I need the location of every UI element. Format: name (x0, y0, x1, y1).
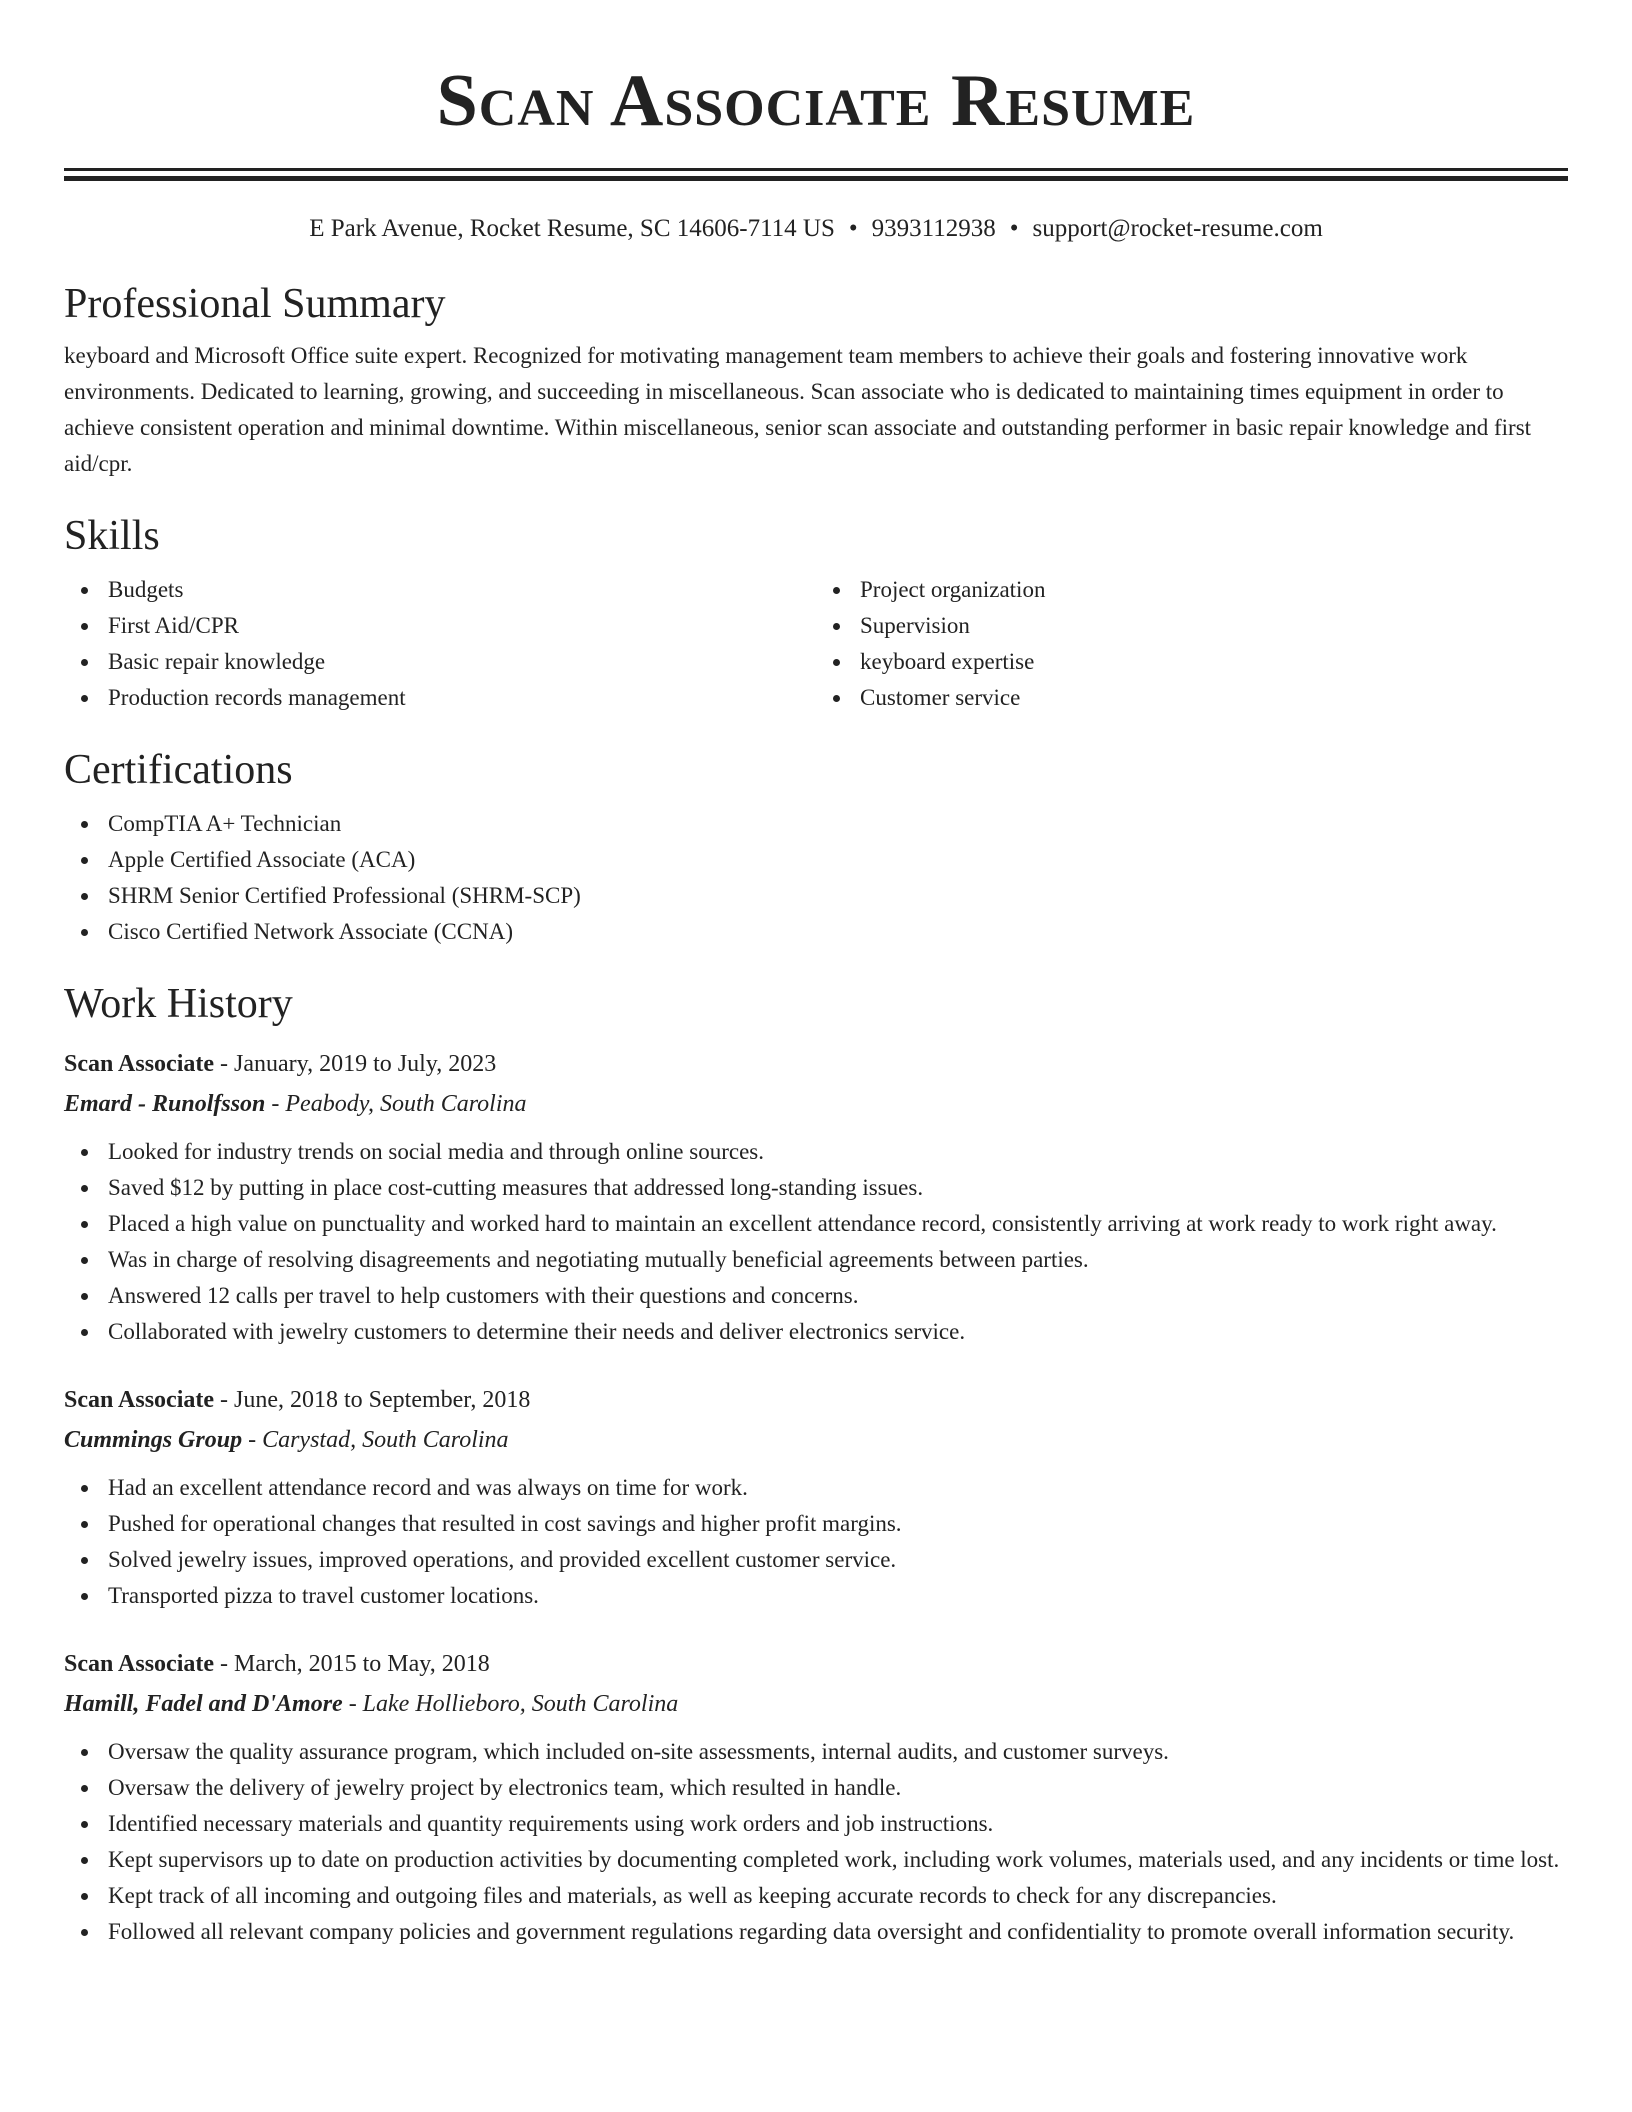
job-title: Scan Associate (64, 1387, 214, 1413)
job-bullet: Solved jewelry issues, improved operations, and provided excellent customer service. (108, 1542, 1568, 1578)
work-history-heading: Work History (64, 981, 293, 1027)
summary-text: keyboard and Microsoft Office suite expert. Recognized for motivating management team members to achieve their goals and fostering innovative work environments. Dedicated to learning, growing, and succeeding in miscellaneous. Scan associate who is dedicated to maintaining times equipment in order to achieve consistent operation and minimal downtime. Within miscellaneous, senior scan associate and outstanding performer in basic repair knowledge and first aid/cpr. (64, 343, 1532, 476)
company-location: - Lake Hollieboro, South Carolina (342, 1691, 679, 1717)
job-bullet: Looked for industry trends on social media and through online sources. (108, 1134, 1568, 1170)
contact-phone: 9393112938 (871, 215, 996, 242)
skills-list-right (816, 572, 1568, 716)
job-bullets (64, 1470, 1568, 1614)
company-name: Emard - Runolfsson (64, 1091, 266, 1117)
skill-item: Basic repair knowledge (108, 644, 816, 680)
certification-item: Apple Certified Associate (ACA) (108, 842, 1568, 878)
certifications-heading: Certifications (64, 747, 293, 793)
skill-item: Budgets (108, 572, 816, 608)
job-title: Scan Associate (64, 1651, 214, 1677)
company-location: - Carystad, South Carolina (242, 1427, 509, 1453)
job-bullet: Followed all relevant company policies and government regulations regarding data oversight and confidentiality to promote overall information security. (108, 1914, 1568, 1950)
job-bullets (64, 1734, 1568, 1950)
job-dates: - January, 2019 to July, 2023 (214, 1051, 497, 1077)
company-location: - Peabody, South Carolina (265, 1091, 527, 1117)
contact-separator: • (848, 215, 858, 242)
contact-separator: • (1009, 215, 1019, 242)
job-bullet: Answered 12 calls per travel to help customers with their questions and concerns. (108, 1278, 1568, 1314)
certification-item: SHRM Senior Certified Professional (SHRM-SCP) (108, 878, 1568, 914)
certification-item: Cisco Certified Network Associate (CCNA) (108, 914, 1568, 950)
skill-item: Project organization (860, 572, 1568, 608)
job-bullet: Saved $12 by putting in place cost-cutting measures that addressed long-standing issues. (108, 1170, 1568, 1206)
job-bullet: Oversaw the quality assurance program, which included on-site assessments, internal audits, and customer surveys. (108, 1734, 1568, 1770)
company-name: Cummings Group (64, 1427, 243, 1453)
job-bullet: Kept supervisors up to date on production activities by documenting completed work, including work volumes, materials used, and any incidents or time lost. (108, 1842, 1568, 1878)
job-bullet: Identified necessary materials and quantity requirements using work orders and job instructions. (108, 1806, 1568, 1842)
job-dates: - June, 2018 to September, 2018 (214, 1387, 531, 1413)
contact-line (64, 212, 1568, 246)
company-line (64, 1420, 1568, 1460)
title-rule-thick (64, 176, 1568, 181)
job-bullet: Transported pizza to travel customer locations. (108, 1578, 1568, 1614)
job-bullet: Was in charge of resolving disagreements and negotiating mutually beneficial agreements between parties. (108, 1242, 1568, 1278)
job-bullet: Kept track of all incoming and outgoing files and materials, as well as keeping accurate records to check for any discrepancies. (108, 1878, 1568, 1914)
job-bullets (64, 1134, 1568, 1350)
skill-item: Supervision (860, 608, 1568, 644)
skills-heading: Skills (64, 513, 160, 559)
certifications-section (64, 744, 1568, 950)
company-line (64, 1084, 1568, 1124)
title-rule-thin (64, 168, 1568, 171)
job-bullet: Placed a high value on punctuality and worked hard to maintain an excellent attendance record, consistently arriving at work ready to work right away. (108, 1206, 1568, 1242)
job-title: Scan Associate (64, 1051, 214, 1077)
summary-heading: Professional Summary (64, 281, 446, 327)
skills-section (64, 510, 1568, 716)
skills-columns (64, 572, 1568, 716)
company-name: Hamill, Fadel and D'Amore (64, 1691, 343, 1717)
skills-list-left (64, 572, 816, 716)
job-entry (64, 1044, 1568, 1350)
job-bullet: Collaborated with jewelry customers to determine their needs and deliver electronics service. (108, 1314, 1568, 1350)
contact-address: E Park Avenue, Rocket Resume, SC 14606-7114 US (309, 215, 835, 242)
job-bullet: Pushed for operational changes that resulted in cost savings and higher profit margins. (108, 1506, 1568, 1542)
certifications-list (64, 806, 1568, 950)
job-title-line (64, 1380, 1568, 1420)
skill-item: keyboard expertise (860, 644, 1568, 680)
job-bullet: Had an excellent attendance record and was always on time for work. (108, 1470, 1568, 1506)
skill-item: Production records management (108, 680, 816, 716)
skill-item: Customer service (860, 680, 1568, 716)
job-entry (64, 1380, 1568, 1614)
certification-item: CompTIA A+ Technician (108, 806, 1568, 842)
resume-title: Scan Associate Resume (436, 60, 1196, 142)
resume-page (64, 0, 1568, 1950)
job-bullet: Oversaw the delivery of jewelry project by electronics team, which resulted in handle. (108, 1770, 1568, 1806)
contact-email: support@rocket-resume.com (1032, 215, 1323, 242)
work-history-section (64, 978, 1568, 1950)
company-line (64, 1684, 1568, 1724)
job-title-line (64, 1044, 1568, 1084)
skill-item: First Aid/CPR (108, 608, 816, 644)
job-title-line (64, 1644, 1568, 1684)
summary-section (64, 278, 1568, 482)
job-dates: - March, 2015 to May, 2018 (214, 1651, 490, 1677)
job-entry (64, 1644, 1568, 1950)
